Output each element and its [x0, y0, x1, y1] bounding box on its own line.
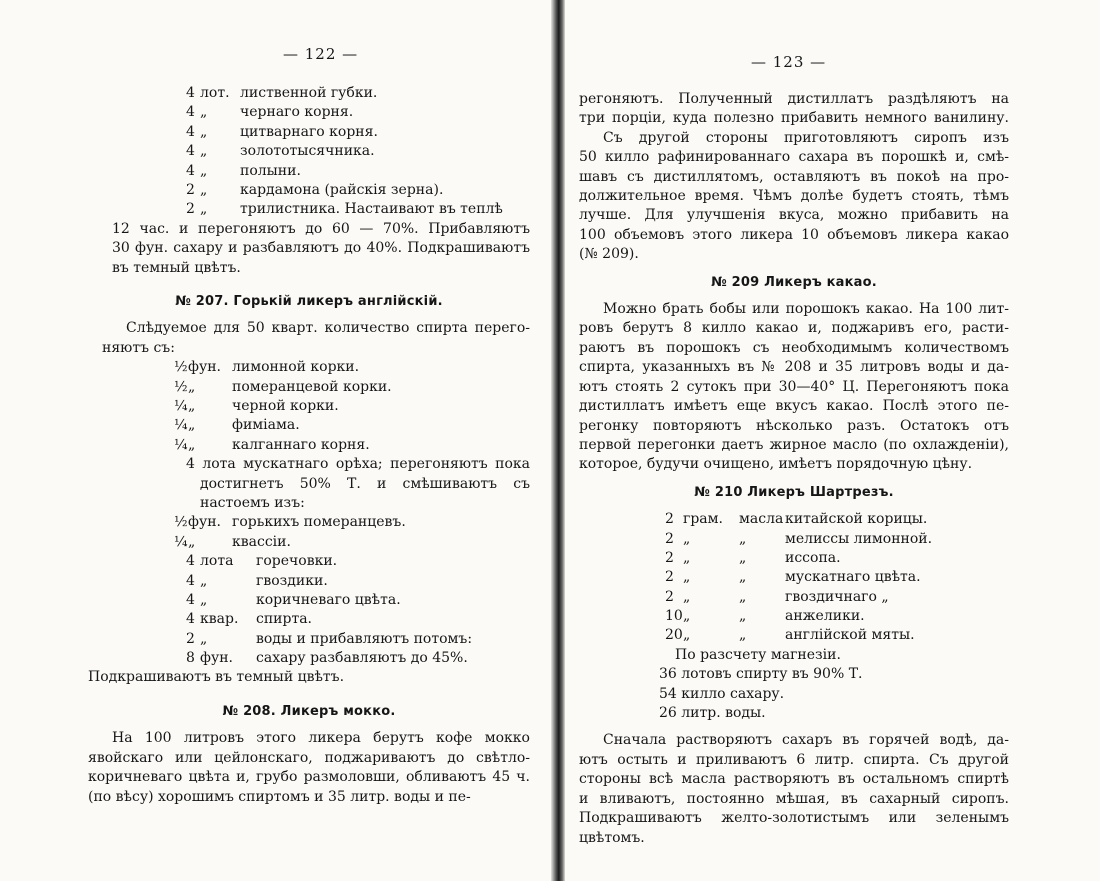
ingredient-c2: масла	[739, 511, 784, 528]
recipe-heading-208: № 208. Ликеръ мокко.	[222, 703, 396, 719]
ingredient-unit: „	[200, 123, 208, 140]
ingredient-qty: 2	[186, 630, 195, 647]
recipe-heading-210: № 210 Ликеръ Шартрезъ.	[694, 484, 894, 500]
ingredient-c1: „	[683, 549, 691, 566]
ingredient-row	[88, 513, 530, 532]
ingredient-qty: 4	[186, 123, 195, 140]
ingredient-c1: „	[683, 588, 691, 605]
text-line: На 100 литровъ этого ликера берутъ кофе мокко	[112, 730, 530, 747]
ingredient-row	[88, 84, 530, 103]
ingredient-unit: „	[188, 436, 196, 453]
ingredient-qty: 10	[665, 608, 683, 625]
ingredient-item: лиственной губки.	[240, 85, 378, 101]
text-line: достигнетъ 50% Т. и смѣшиваютъ съ	[200, 475, 530, 492]
text-line: спирта, указанныхъ въ № 208 и 35 литровъ воды и да-	[579, 359, 1009, 376]
text-line: коричневаго цвѣта и, грубо размоловши, обливаютъ 45 ч.	[88, 769, 530, 786]
text-line: три порціи, куда полезно прибавить немного ванилину.	[579, 110, 1009, 127]
ingredient-row	[88, 200, 530, 219]
ingredient-qty: ¼	[174, 533, 188, 550]
ingredient-qty: ½	[174, 378, 188, 395]
ingredient-row	[88, 436, 530, 455]
ingredient-row	[579, 626, 1009, 645]
ingredient-item: лимонной корки.	[232, 359, 360, 376]
ingredient-row	[88, 610, 530, 629]
text-line: шавъ съ дистиллятомъ, оставляютъ въ покоѣ на про-	[579, 168, 1009, 185]
page-text	[579, 90, 1009, 848]
ingredient-row	[88, 378, 530, 397]
ingredient-row	[88, 142, 530, 161]
ingredient-qty: 2	[665, 530, 674, 547]
ingredient-list	[88, 358, 530, 455]
right-page	[565, 0, 1100, 881]
ingredient-unit: „	[200, 572, 208, 589]
text-line: (№ 209).	[579, 246, 639, 263]
ingredient-unit: лота	[200, 553, 234, 570]
text-line: (по вѣсу) хорошимъ спиртомъ и 35 литр. воды и пе-	[88, 788, 471, 805]
ingredient-row	[579, 549, 1009, 568]
text-line: явойскаго или цейлонскаго, поджариваютъ до свѣтло-	[88, 749, 530, 766]
text-line: Слѣдуемое для 50 кварт. количество спирта перего-	[126, 320, 530, 337]
paragraph	[88, 220, 530, 278]
text-line: 50 килло рафинированнаго сахара въ порошкѣ и, смѣ-	[579, 149, 1009, 166]
page-number: — 123 —	[751, 53, 827, 71]
text-line: цвѣтомъ.	[579, 829, 645, 846]
text-line: раютъ въ порошокъ съ необходимымъ количествомъ	[579, 339, 1009, 356]
paragraph	[88, 319, 530, 358]
ingredient-item: мелиссы лимонной.	[785, 530, 933, 547]
ingredient-unit: „	[200, 201, 208, 218]
ingredient-row	[88, 552, 530, 571]
ingredient-row: 26 литр. воды.	[659, 705, 766, 722]
text-line: няютъ съ:	[102, 339, 175, 356]
ingredient-qty: 4	[186, 572, 195, 589]
ingredient-c2: „	[739, 627, 747, 644]
ingredient-item: фиміама.	[232, 417, 300, 434]
ingredient-qty: ¼	[174, 417, 188, 434]
ingredient-c2: „	[739, 608, 747, 625]
ingredient-c2: „	[739, 530, 747, 547]
text-line: Сначала растворяютъ сахаръ въ горячей водѣ, да-	[603, 732, 1009, 749]
ingredient-item: спирта.	[256, 611, 313, 628]
ingredient-row	[88, 649, 530, 668]
ingredient-row: 54 килло сахару.	[659, 685, 785, 702]
text-line: первой перегонки даетъ жирное масло (по охлажденіи),	[579, 436, 1009, 453]
ingredient-list	[579, 510, 1009, 646]
ingredient-item: померанцевой корки.	[232, 378, 392, 395]
ingredient-item: полыни.	[240, 162, 301, 179]
ingredient-c1: „	[683, 608, 691, 625]
ingredient-item: мускатнаго цвѣта.	[785, 569, 921, 586]
text-line: ютъ стоять 2 сутокъ при 30—40° Ц. Перегоняютъ пока	[579, 378, 1009, 395]
page-number: — 122 —	[283, 45, 359, 63]
paragraph	[88, 729, 530, 807]
ingredient-unit: фун.	[188, 514, 221, 531]
ingredient-item: квассіи.	[232, 533, 291, 550]
ingredient-qty: 2	[665, 511, 674, 528]
ingredient-item: воды и прибавляютъ потомъ:	[256, 630, 473, 647]
ingredient-item: цитварнаго корня.	[240, 123, 378, 140]
ingredient-item: трилистника. Настаивают въ теплѣ	[240, 201, 503, 218]
ingredient-row	[88, 591, 530, 610]
ingredient-item: иссопа.	[785, 549, 841, 566]
ingredient-item: золототысячника.	[240, 143, 375, 160]
ingredient-qty: ½	[174, 359, 188, 376]
ingredient-qty: 2	[665, 588, 674, 605]
ingredient-item: гвоздичнаго „	[785, 588, 889, 605]
ingredient-row	[88, 181, 530, 200]
ingredient-c1: „	[683, 530, 691, 547]
ingredient-qty: 4	[186, 162, 195, 179]
text-line: въ темный цвѣтъ.	[112, 259, 241, 276]
ingredient-item: чернаго корня.	[240, 104, 354, 121]
text-line: регоняютъ. Полученный дистиллатъ раздѣляютъ на	[579, 91, 1009, 107]
ingredient-row	[579, 510, 1009, 529]
ingredient-row	[579, 588, 1009, 607]
ingredient-item: горечовки.	[256, 553, 338, 570]
paragraph: Подкрашиваютъ въ темный цвѣтъ.	[88, 669, 345, 686]
text-line: ютъ остыть и приливаютъ 6 литр. спирта. Съ другой	[579, 751, 1009, 768]
ingredient-list	[88, 455, 530, 513]
ingredient-item: калганнаго корня.	[232, 436, 370, 453]
ingredient-qty: 4	[186, 85, 195, 101]
paragraph	[579, 90, 1009, 265]
ingredient-unit: фун.	[200, 650, 233, 667]
ingredient-row: 36 лотовъ спирту въ 90% Т.	[659, 666, 863, 683]
text-line: 4 лота мускатнаго орѣха; перегоняютъ пока	[186, 456, 530, 473]
ingredient-item: англійской мяты.	[785, 627, 915, 644]
ingredient-unit: „	[188, 378, 196, 395]
ingredient-unit: „	[200, 143, 208, 160]
ingredient-row	[88, 397, 530, 416]
ingredient-unit: „	[188, 417, 196, 434]
ingredient-qty: 4	[186, 143, 195, 160]
ingredient-qty: 4	[186, 611, 195, 628]
ingredient-unit: фун.	[188, 359, 221, 376]
ingredient-qty: 2	[186, 201, 195, 218]
ingredient-unit: „	[200, 630, 208, 647]
text-line: которое, будучи очищено, имѣетъ порядочную цѣну.	[579, 456, 973, 473]
ingredient-unit: „	[200, 162, 208, 179]
ingredient-qty: ¼	[174, 436, 188, 453]
ingredient-qty: 2	[665, 569, 674, 586]
ingredient-row	[88, 123, 530, 142]
ingredient-item: черной корки.	[232, 397, 339, 414]
text-line: Подкрашиваютъ желто-золотистымъ или зеленымъ	[579, 810, 1009, 827]
text-line: 12 час. и перегоняютъ до 60 — 70%. Прибавляютъ	[112, 220, 530, 237]
page-text	[88, 84, 530, 807]
ingredient-c2: „	[739, 588, 747, 605]
ingredient-row	[88, 533, 530, 552]
paragraph	[579, 300, 1009, 475]
ingredient-c2: „	[739, 569, 747, 586]
ingredient-unit: „	[200, 104, 208, 121]
ingredient-c1: „	[683, 569, 691, 586]
text-line: 100 объемовъ этого ликера 10 объемовъ ликера какао	[579, 226, 1009, 243]
text-line: 30 фун. сахару и разбавляютъ до 40%. Подкрашиваютъ	[112, 240, 530, 257]
ingredient-item: горькихъ померанцевъ.	[232, 514, 406, 531]
ingredient-c2: „	[739, 549, 747, 566]
ingredient-item: анжелики.	[785, 608, 865, 625]
ingredient-item: коричневаго цвѣта.	[256, 591, 401, 608]
ingredient-qty: ½	[174, 514, 188, 531]
text-line: лучше. Для улучшенія вкуса, можно прибавить на	[579, 207, 1009, 224]
ingredient-unit: лот.	[200, 85, 230, 101]
recipe-heading-207: № 207. Горькій ликеръ англійскій.	[175, 293, 443, 309]
paragraph	[579, 731, 1009, 847]
ingredient-qty: 20	[665, 627, 683, 644]
ingredient-row	[88, 630, 530, 649]
text-line: Съ другой стороны приготовляютъ сиропъ изъ	[603, 129, 1009, 146]
ingredient-unit: „	[188, 533, 196, 550]
ingredient-list	[88, 84, 530, 220]
text-line: стороны всѣ масла растворяютъ въ остальномъ спиртѣ	[579, 771, 1009, 788]
text-line: должительное время. Чѣмъ долѣе будетъ стоять, тѣмъ	[579, 188, 1009, 205]
recipe-heading-209: № 209 Ликеръ какао.	[711, 274, 877, 290]
ingredient-row	[579, 568, 1009, 587]
ingredient-qty: 4	[186, 104, 195, 121]
ingredient-item: кардамона (райскія зерна).	[240, 181, 444, 198]
list-subheading: По разсчету магнезіи.	[675, 646, 841, 663]
ingredient-unit: „	[200, 181, 208, 198]
ingredient-item: гвоздики.	[256, 572, 328, 589]
text-line: дистиллатъ имѣетъ еще вкусъ какао. Послѣ этого пе-	[579, 398, 1009, 415]
ingredient-list	[88, 513, 530, 668]
ingredient-qty: 2	[665, 549, 674, 566]
ingredient-row	[88, 162, 530, 181]
ingredient-unit: „	[188, 397, 196, 414]
ingredient-qty: 8	[186, 650, 195, 667]
ingredient-item: сахару разбавляютъ до 45%.	[256, 650, 468, 667]
text-line: регонку повторяютъ нѣсколько разъ. Остатокъ отъ	[579, 417, 1009, 434]
ingredient-qty: 4	[186, 591, 195, 608]
ingredient-unit: квар.	[200, 611, 239, 628]
ingredient-qty: 2	[186, 181, 195, 198]
ingredient-row	[88, 103, 530, 122]
ingredient-c1: грам.	[683, 511, 723, 528]
text-line: Можно брать бобы или порошокъ какао. На 100 лит-	[603, 301, 1009, 318]
ingredient-row	[88, 358, 530, 377]
text-line: настоемъ изъ:	[200, 494, 305, 511]
ingredient-row	[579, 607, 1009, 626]
ingredient-row	[88, 572, 530, 591]
ingredient-c1: „	[683, 627, 691, 644]
text-line: и вливаютъ, постоянно мѣшая, въ сахарный сиропъ.	[579, 790, 1009, 807]
ingredient-unit: „	[200, 591, 208, 608]
text-line: ровъ берутъ 8 килло какао и, поджаривъ его, расти-	[579, 320, 1009, 337]
ingredient-row	[579, 530, 1009, 549]
ingredient-item: китайской корицы.	[785, 511, 928, 528]
book-gutter	[551, 0, 565, 881]
ingredient-row	[88, 416, 530, 435]
ingredient-list	[579, 665, 1009, 723]
ingredient-qty: ¼	[174, 397, 188, 414]
ingredient-qty: 4	[186, 553, 195, 570]
